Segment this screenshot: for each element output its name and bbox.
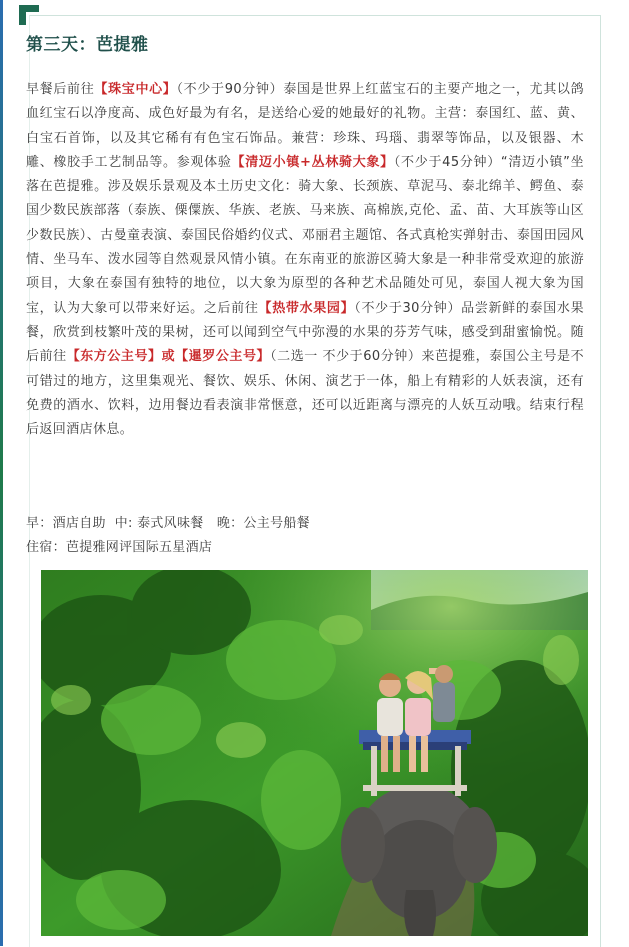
itinerary-paragraph — [26, 78, 584, 442]
day-title: 第三天：芭提雅 — [26, 35, 149, 55]
text-segment: （不少于30分钟）品尝新鲜的泰国水果餐，欣赏到枝繁叶茂的果树，还可以闻到空气中弥漫的水果的芬芳气味，感受到甜蜜愉悦。随后前往 — [26, 300, 584, 365]
meals-line: 早：酒店自助 中: 泰式风味餐 晚：公主号船餐 — [26, 516, 310, 531]
highlight-jewelry-center: 【珠宝中心】 — [94, 82, 177, 97]
highlight-chiang-mai-town: 【清迈小镇+丛林骑大象】 — [231, 154, 394, 170]
highlight-fruit-garden: 【热带水果园】 — [258, 300, 355, 316]
meals-block — [26, 512, 584, 560]
left-edge-stripe — [0, 0, 3, 946]
highlight-princess-cruise: 【东方公主号】或【暹罗公主号】 — [66, 349, 271, 365]
text-segment: 早餐后前往 — [26, 82, 95, 97]
hotel-line: 住宿：芭提雅网评国际五星酒店 — [26, 540, 213, 555]
text-segment: （不少于45分钟）“清迈小镇”坐落在芭提雅。涉及娱乐景观及本土历史文化：骑大象、长颈族、草泥马、泰北绵羊、鳄鱼、泰国少数民族部落（泰族、傈僳族、华族、老族、马来族、高棉族,克伦、孟、苗、大耳族等山区少数民族）、古曼童表演、泰国民俗婚约仪式、邓丽君主题馆、各式真枪实弹射击、泰国田园风情、坐马车、泼水园等自然观景风情小镇。在东南亚的旅游区骑大象是一种非常受欢迎的旅游项目，大象在泰国有独特的地位，以大象为原型的各种艺术品随处可见，泰国人视大象为国宝，认为大象可以带来好运。之后前往 — [26, 154, 584, 316]
elephant-jungle-photo — [41, 570, 588, 936]
text-segment: （二选一 不少于60分钟）来芭提雅，泰国公主号是不可错过的地方，这里集观光、餐饮、娱乐、休闲、演艺于一体，船上有精彩的人妖表演，还有免费的酒水、饮料，边用餐边看表演非常惬意，还可以近距离与漂亮的人妖互动哦。结束行程后返回酒店休息。 — [26, 349, 584, 438]
text-segment: （不少于90分钟）泰国是世界上红蓝宝石的主要产地之一，尤其以鸽血红宝石以净度高、成色好最为有名，是送给心爱的她最好的礼物。主营：泰国红、蓝、黄、白宝石首饰，以及其它稀有有色宝石饰品。兼营：珍珠、玛瑙、翡翠等饰品，以及银器、木雕、橡胶手工艺制品等。参观体验 — [26, 82, 584, 170]
photo-illustration — [41, 570, 588, 936]
